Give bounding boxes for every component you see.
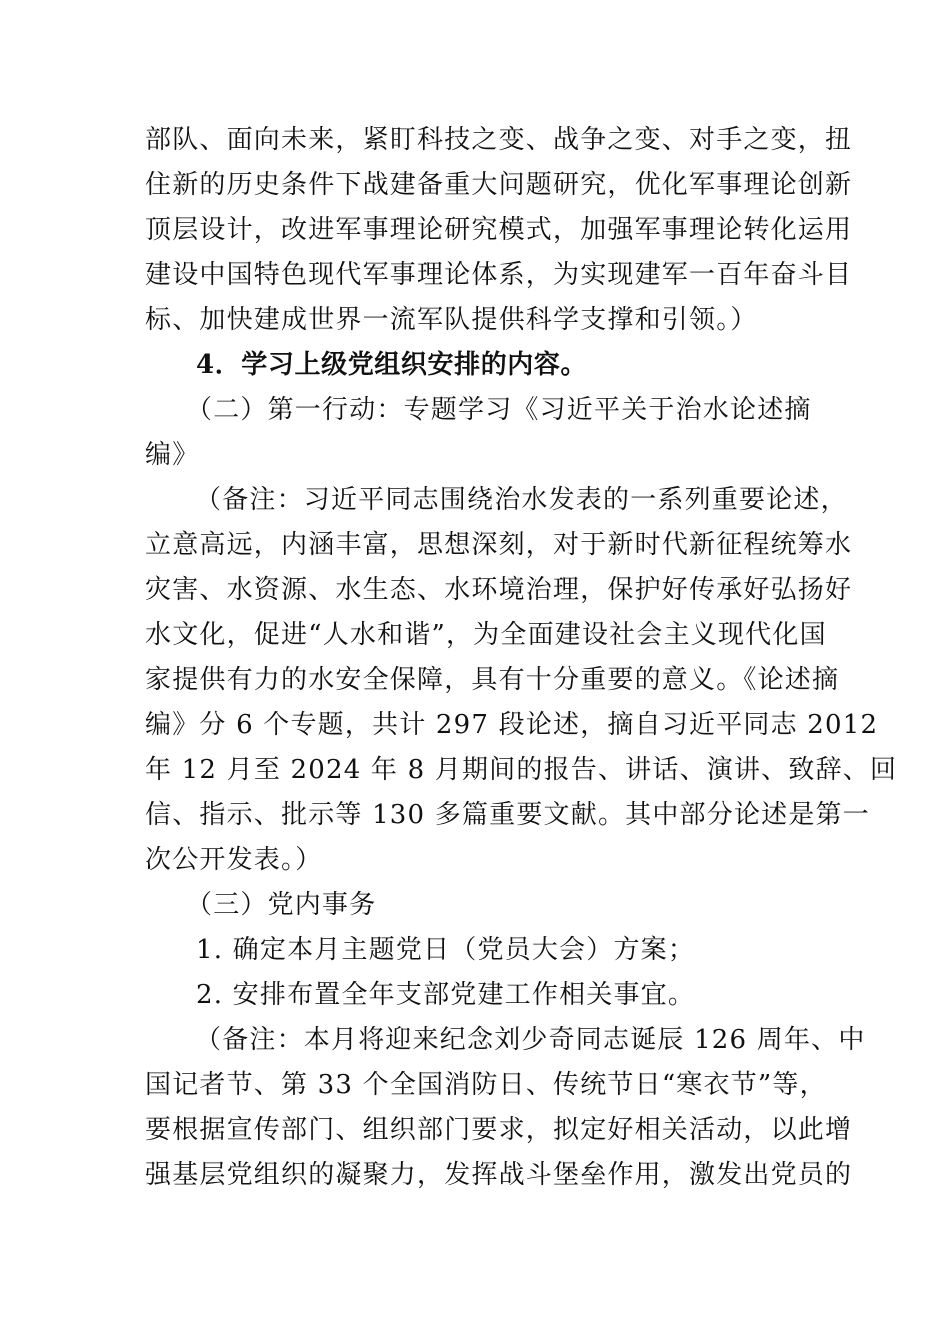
section-heading: 4．学习上级党组织安排的内容。 [196, 350, 588, 380]
paragraph-line: （备注：本月将迎来纪念刘少奇同志诞辰 126 周年、中 [195, 1025, 866, 1055]
section-heading: （二）第一行动：专题学习《习近平关于治水论述摘 [186, 395, 812, 425]
paragraph-line: 住新的历史条件下战建备重大问题研究，优化军事理论创新 [145, 170, 853, 200]
section-heading: （三）党内事务 [186, 890, 377, 920]
paragraph-line: 次公开发表。） [145, 845, 323, 875]
paragraph-line: 强基层党组织的凝聚力，发挥战斗堡垒作用，激发出党员的 [145, 1160, 853, 1190]
list-item: 2. 安排布置全年支部党建工作相关事宜。 [196, 980, 696, 1010]
paragraph-line: 建设中国特色现代军事理论体系，为实现建军一百年奋斗目 [145, 260, 853, 290]
paragraph-line: 编》 [145, 440, 200, 470]
paragraph-line: 国记者节、第 33 个全国消防日、传统节日“寒衣节”等， [145, 1070, 827, 1100]
paragraph-line: 部队、面向未来，紧盯科技之变、战争之变、对手之变，扭 [145, 125, 853, 155]
paragraph-line: 标、加快建成世界一流军队提供科学支撑和引领。） [145, 305, 758, 335]
paragraph-line: 年 12 月至 2024 年 8 月期间的报告、讲话、演讲、致辞、回 [145, 755, 898, 785]
paragraph-line: （备注：习近平同志围绕治水发表的一系列重要论述， [195, 485, 848, 515]
paragraph-line: 立意高远，内涵丰富，思想深刻，对于新时代新征程统筹水 [145, 530, 853, 560]
paragraph-line: 家提供有力的水安全保障，具有十分重要的意义。《论述摘 [145, 665, 840, 695]
paragraph-line: 信、指示、批示等 130 多篇重要文献。其中部分论述是第一 [145, 800, 870, 830]
paragraph-line: 要根据宣传部门、组织部门要求，拟定好相关活动，以此增 [145, 1115, 853, 1145]
paragraph-line: 灾害、水资源、水生态、水环境治理，保护好传承好弘扬好 [145, 575, 853, 605]
paragraph-line: 编》分 6 个专题，共计 297 段论述，摘自习近平同志 2012 [145, 710, 879, 740]
list-item: 1. 确定本月主题党日（党员大会）方案； [196, 935, 696, 965]
paragraph-line: 顶层设计，改进军事理论研究模式，加强军事理论转化运用 [145, 215, 853, 245]
paragraph-line: 水文化，促进“人水和谐”，为全面建设社会主义现代化国 [145, 620, 827, 650]
